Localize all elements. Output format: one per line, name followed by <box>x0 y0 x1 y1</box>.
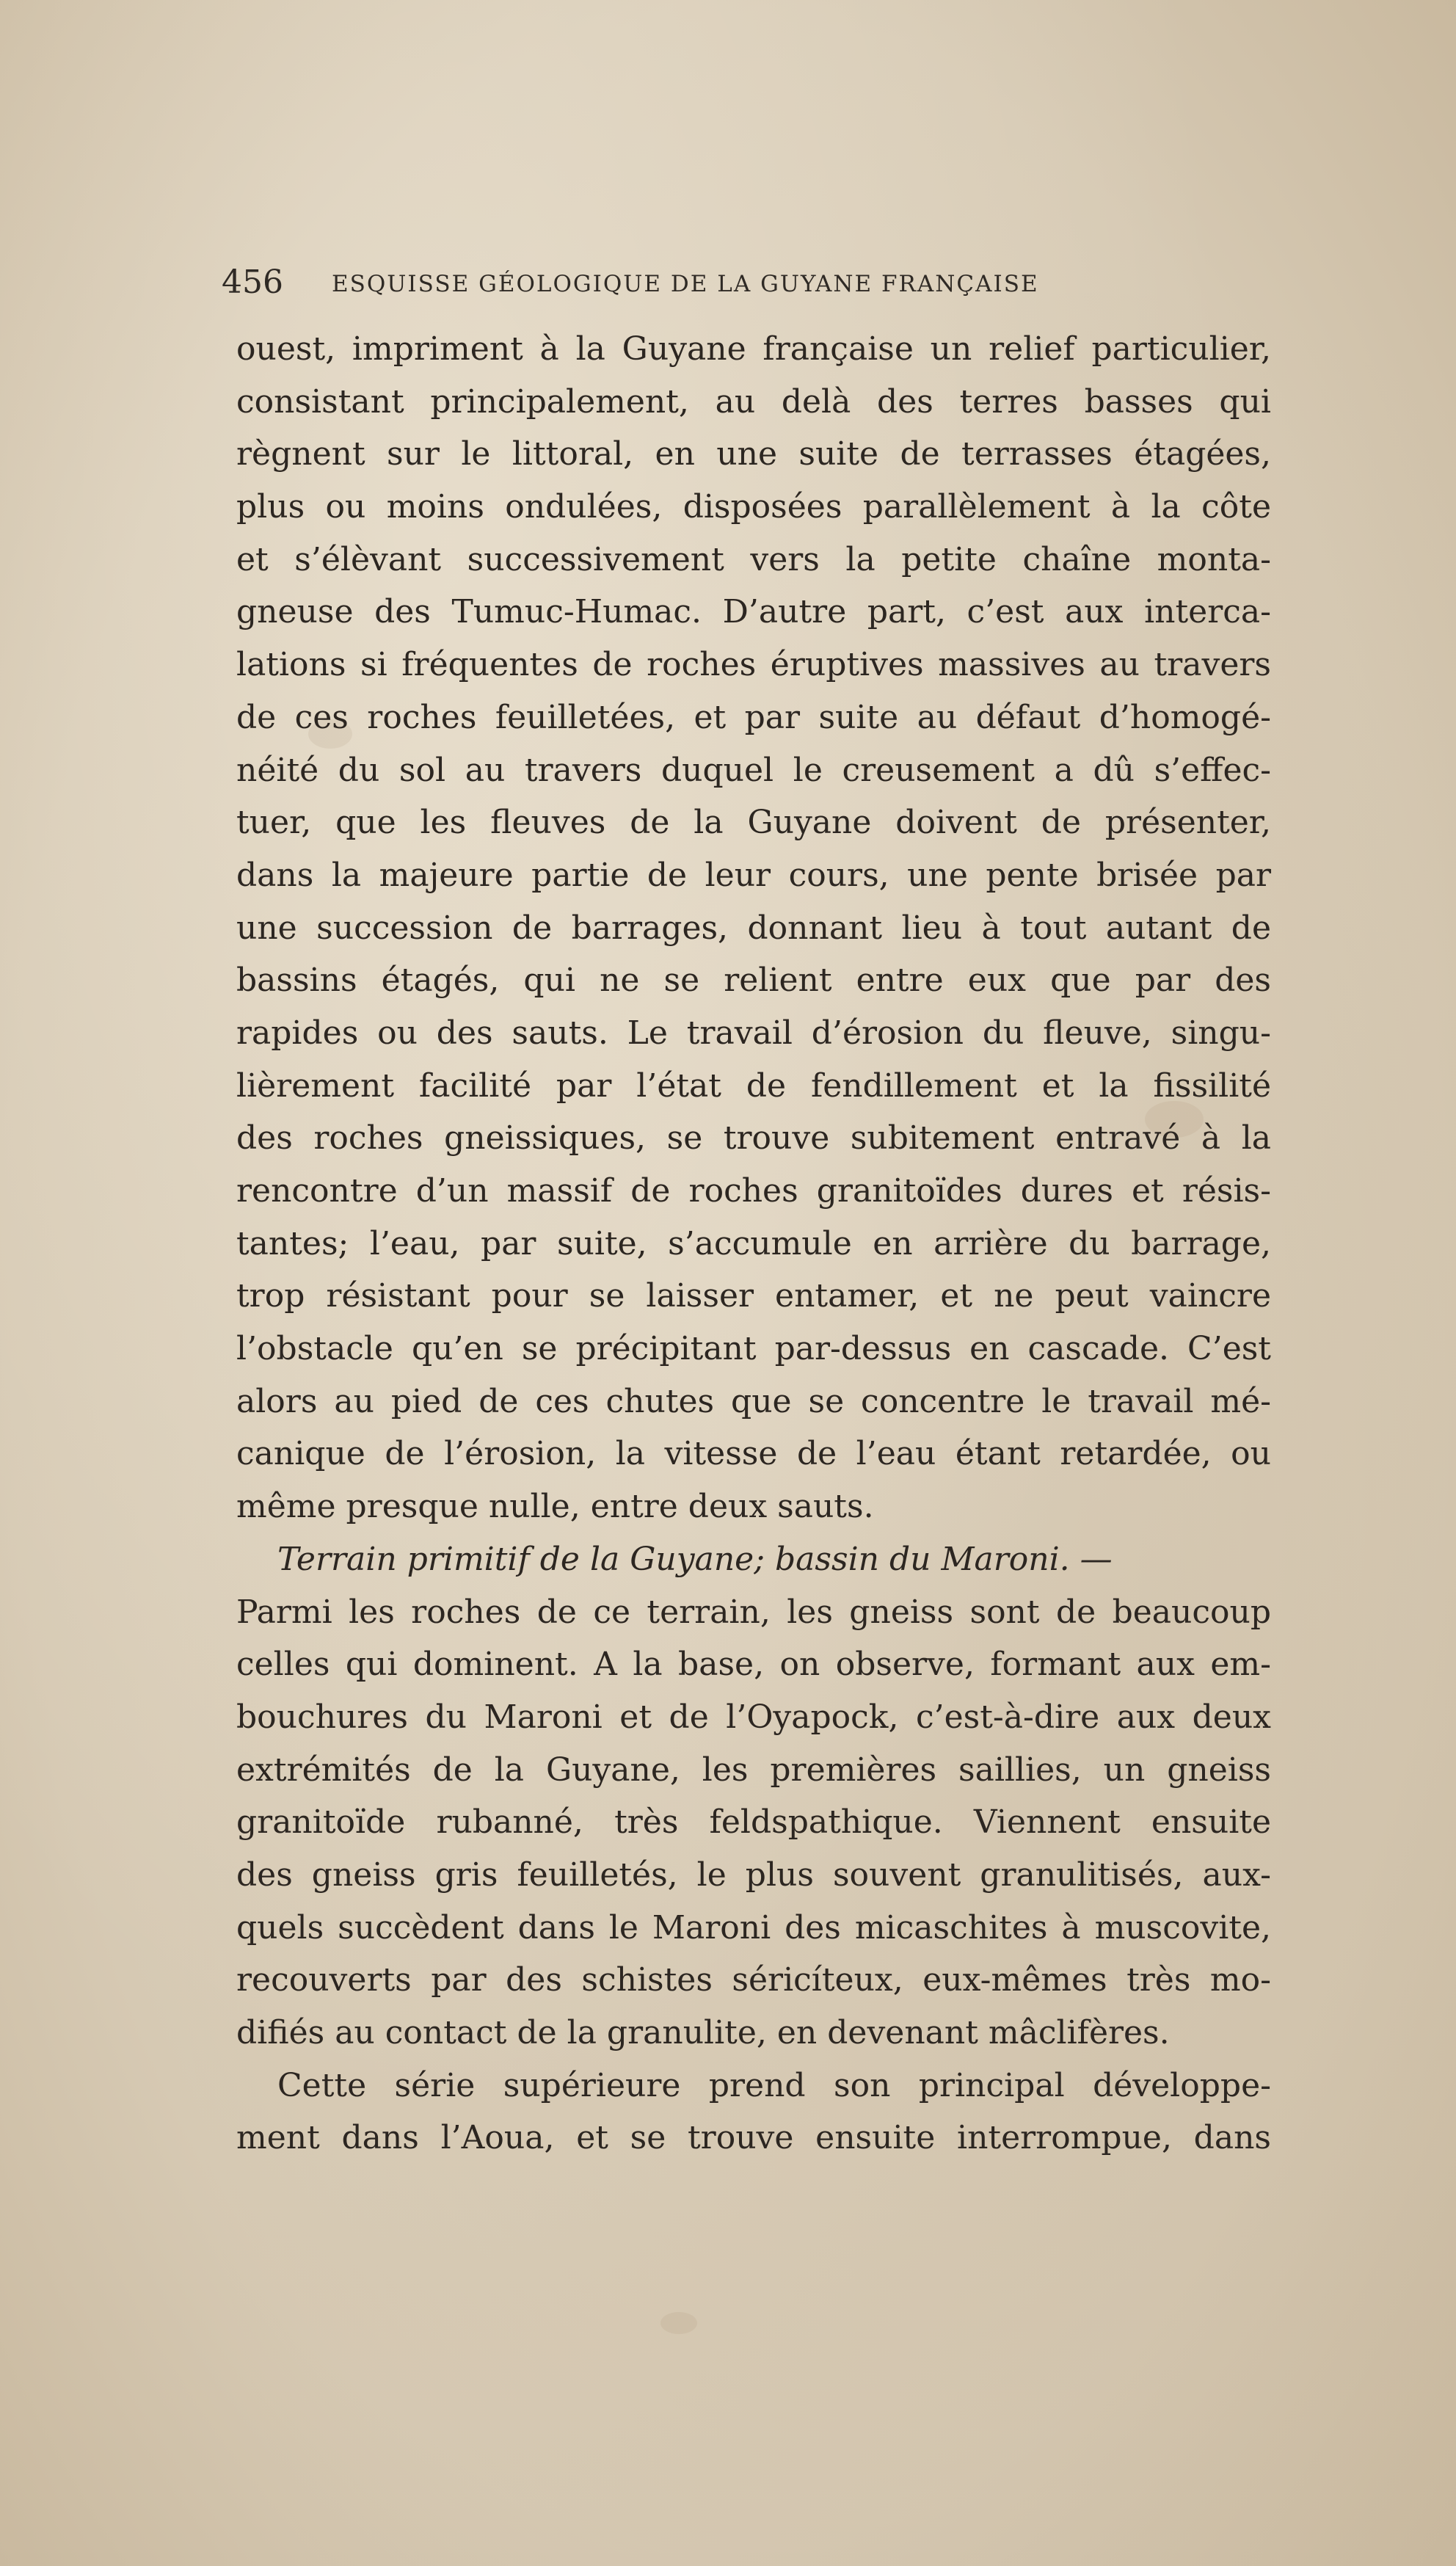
text-line: néité du sol au travers duquel le creusement a dû s’effec- <box>236 751 1271 789</box>
running-title: ESQUISSE GÉOLOGIQUE DE LA GUYANE FRANÇAISE <box>332 271 1039 297</box>
text-line: rapides ou des sauts. Le travail d’érosion du fleuve, singu- <box>236 1014 1271 1052</box>
text-line: tantes; l’eau, par suite, s’accumule en arrière du barrage, <box>236 1224 1271 1262</box>
text-line: plus ou moins ondulées, disposées parallèlement à la côte <box>236 488 1271 526</box>
text-line: alors au pied de ces chutes que se concentre le travail mé- <box>236 1382 1271 1420</box>
text-line: gneuse des Tumuc-Humac. D’autre part, c’est aux interca- <box>236 593 1271 631</box>
text-line: Parmi les roches de ce terrain, les gneiss sont de beaucoup <box>236 1593 1271 1631</box>
section-heading: Terrain primitif de la Guyane; bassin du Maroni. — <box>277 1540 1113 1578</box>
text-line: quels succèdent dans le Maroni des micaschites à muscovite, <box>236 1908 1271 1947</box>
text-line: dans la majeure partie de leur cours, une pente brisée par <box>236 856 1271 894</box>
text-line: bassins étagés, qui ne se relient entre eux que par des <box>236 962 1271 1000</box>
text-line: et s’élèvant successivement vers la petite chaîne monta- <box>236 540 1271 578</box>
text-line: celles qui dominent. A la base, on observe, formant aux em- <box>236 1646 1271 1684</box>
text-line: bouchures du Maroni et de l’Oyapock, c’est-à-dire aux deux <box>236 1698 1271 1736</box>
page-number: 456 <box>222 263 283 301</box>
text-line: ment dans l’Aoua, et se trouve ensuite interrompue, dans <box>236 2119 1271 2157</box>
text-line: lations si fréquentes de roches éruptives massives au travers <box>236 646 1271 684</box>
text-line: l’obstacle qu’en se précipitant par-dessus en cascade. C’est <box>236 1330 1271 1368</box>
text-line: des roches gneissiques, se trouve subitement entravé à la <box>236 1119 1271 1157</box>
text-line: granitoïde rubanné, très feldspathique. Viennent ensuite <box>236 1803 1271 1842</box>
text-line: des gneiss gris feuilletés, le plus souvent granulitisés, aux- <box>236 1856 1271 1894</box>
text-line: règnent sur le littoral, en une suite de terrasses étagées, <box>236 435 1271 473</box>
text-line: de ces roches feuilletées, et par suite au défaut d’homogé- <box>236 698 1271 736</box>
text-line: rencontre d’un massif de roches granitoïdes dures et résis- <box>236 1172 1271 1210</box>
text-line: extrémités de la Guyane, les premières saillies, un gneiss <box>236 1751 1271 1789</box>
text-line: tuer, que les fleuves de la Guyane doivent de présenter, <box>236 804 1271 842</box>
text-line: canique de l’érosion, la vitesse de l’eau étant retardée, ou <box>236 1435 1271 1473</box>
paper-stain <box>660 2312 697 2334</box>
text-line: difiés au contact de la granulite, en devenant mâclifères. <box>236 2014 1170 2051</box>
text-line: trop résistant pour se laisser entamer, et ne peut vaincre <box>236 1277 1271 1315</box>
text-line: une succession de barrages, donnant lieu à tout autant de <box>236 909 1271 947</box>
page-header <box>222 261 1234 305</box>
text-line: recouverts par des schistes séricíteux, eux-mêmes très mo- <box>236 1961 1271 1999</box>
text-line: ouest, impriment à la Guyane française un relief particulier, <box>236 330 1271 368</box>
text-line: lièrement facilité par l’état de fendillement et la fissilité <box>236 1066 1271 1105</box>
text-line: consistant principalement, au delà des terres basses qui <box>236 382 1271 421</box>
text-line: Cette série supérieure prend son principal développe- <box>277 2066 1271 2104</box>
body-text <box>236 323 1271 2165</box>
text-line: même presque nulle, entre deux sauts. <box>236 1488 874 1526</box>
